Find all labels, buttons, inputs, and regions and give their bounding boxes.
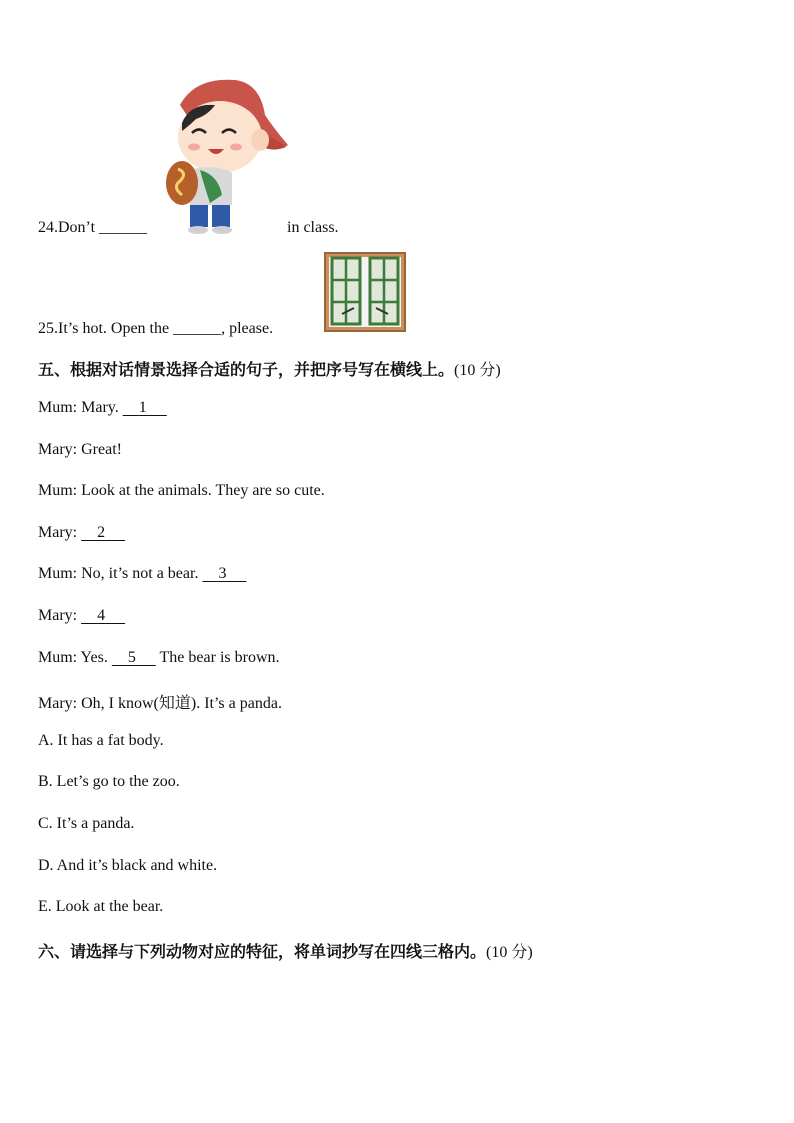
option-item: D. And it’s black and white. xyxy=(38,857,218,874)
speaker: Mum: xyxy=(38,565,78,582)
question-24-end: in class. xyxy=(287,219,339,236)
section-score: (10 分) xyxy=(486,944,533,961)
question-24 xyxy=(38,219,147,237)
dialogue-text: Look at the animals. They are so cute. xyxy=(81,482,325,499)
question-number: 24. xyxy=(38,219,58,236)
speaker: Mum: xyxy=(38,399,78,416)
answer-blank[interactable] xyxy=(202,565,246,583)
question-text-end: , please. xyxy=(221,320,274,337)
section-5-heading xyxy=(38,357,501,380)
answer-blank[interactable] xyxy=(81,524,125,542)
dialogue-text: Great! xyxy=(81,441,122,458)
dialogue-line xyxy=(38,649,280,667)
section-6-heading xyxy=(38,939,533,962)
dialogue-text: No, it’s not a bear. xyxy=(81,565,199,582)
option-item: B. Let’s go to the zoo. xyxy=(38,773,180,790)
dialogue-line xyxy=(38,607,125,625)
section-title: 五、根据对话情景选择合适的句子，并把序号写在横线上。 xyxy=(38,360,455,379)
window-icon xyxy=(324,252,406,332)
dialogue-line xyxy=(38,565,246,583)
answer-blank[interactable]: ______ xyxy=(173,320,222,337)
option-item: A. It has a fat body. xyxy=(38,732,164,749)
dialogue-text: Oh, I know(知道). It’s a panda. xyxy=(81,695,282,712)
answer-blank[interactable] xyxy=(112,649,156,667)
blank-number: 5 xyxy=(127,649,136,666)
section-title: 六、请选择与下列动物对应的特征，将单词抄写在四线三格内。 xyxy=(38,942,487,961)
question-number: 25. xyxy=(38,320,58,337)
question-text: Don’t xyxy=(58,219,96,236)
dialogue-text: The bear is brown. xyxy=(159,649,280,666)
speaker: Mary: xyxy=(38,607,78,624)
section-score: (10 分) xyxy=(454,362,501,379)
question-text: It’s hot. Open the xyxy=(58,320,170,337)
dialogue-line xyxy=(38,482,325,500)
blank-number: 2 xyxy=(97,524,106,541)
boy-eating-icon xyxy=(160,75,290,237)
speaker: Mary: xyxy=(38,441,78,458)
dialogue-line xyxy=(38,399,167,417)
blank-number: 4 xyxy=(97,607,106,624)
answer-blank[interactable] xyxy=(123,399,167,417)
option-item: E. Look at the bear. xyxy=(38,898,164,915)
answer-blank[interactable] xyxy=(81,607,125,625)
answer-blank[interactable]: ______ xyxy=(99,219,148,236)
blank-number: 1 xyxy=(138,399,147,416)
dialogue-line xyxy=(38,524,125,542)
dialogue-text: Mary. xyxy=(81,399,119,416)
speaker: Mum: xyxy=(38,649,78,666)
speaker: Mum: xyxy=(38,482,78,499)
option-item: C. It’s a panda. xyxy=(38,815,135,832)
dialogue-line xyxy=(38,441,122,459)
speaker: Mary: xyxy=(38,524,78,541)
dialogue-line xyxy=(38,690,282,713)
speaker: Mary: xyxy=(38,695,78,712)
blank-number: 3 xyxy=(218,565,227,582)
dialogue-text: Yes. xyxy=(80,649,108,666)
question-25 xyxy=(38,320,273,338)
